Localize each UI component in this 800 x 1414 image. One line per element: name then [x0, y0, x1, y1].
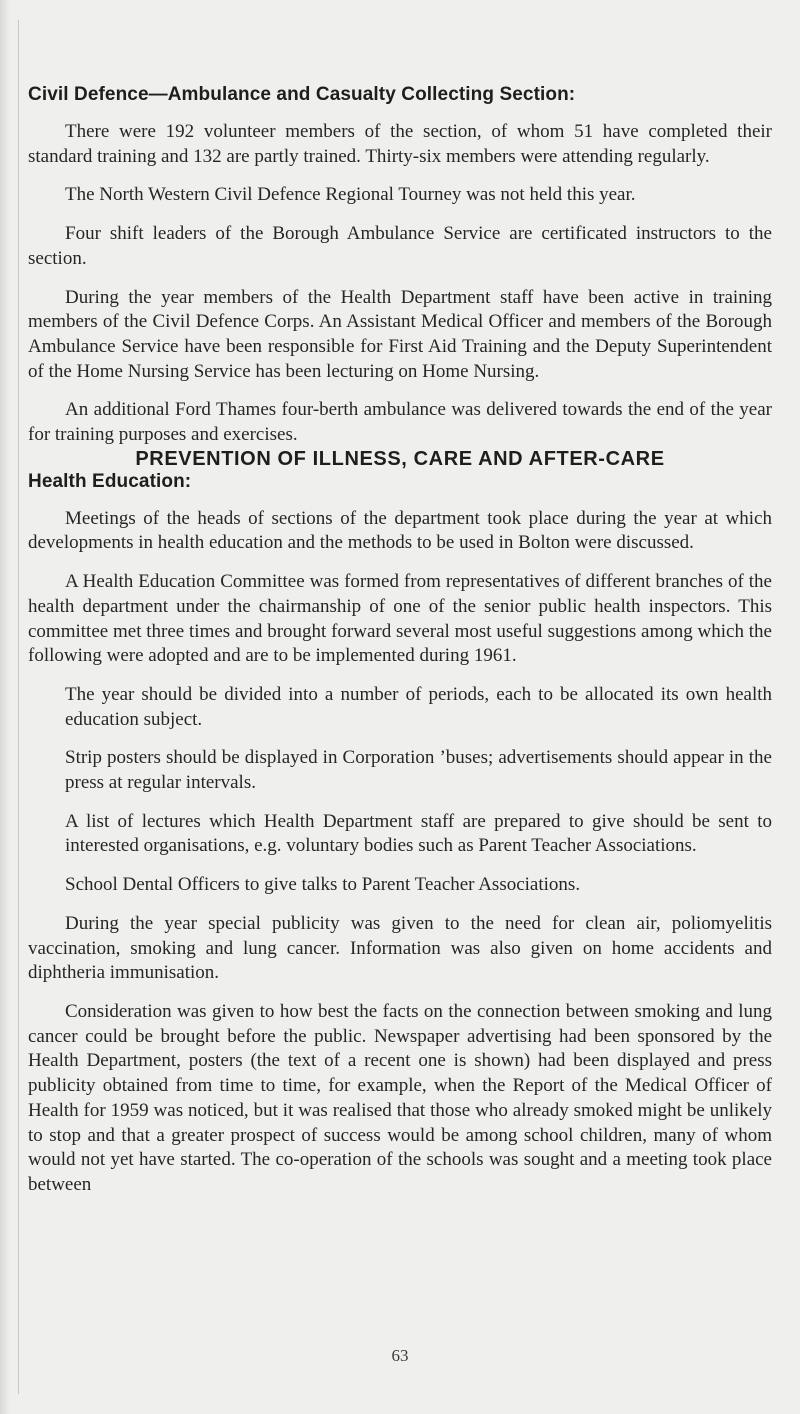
prevention-main-heading: PREVENTION OF ILLNESS, CARE AND AFTER-CARE — [135, 447, 665, 470]
civil-defence-paragraph: The North Western Civil Defence Regional Tourney was not held this year. — [65, 184, 636, 206]
health-education-paragraph: A Health Education Committee was formed from representatives of different branches of the health department under the chairmanship of one of the senior public health inspectors. This committee met three times and brought forward several most useful suggestions among which the following were adopted and are to be implemented during 1961. — [28, 571, 772, 667]
health-education-heading: Health Education: — [28, 470, 192, 492]
suggestion-item: A list of lectures which Health Department staff are prepared to give should be sent to interested organisations, e.g. voluntary bodies such as Parent Teacher Associations. — [65, 810, 772, 857]
civil-defence-paragraph: There were 192 volunteer members of the section, of whom 51 have completed their standard training and 132 are partly trained. Thirty-six members were attending regularly. — [28, 121, 772, 167]
page-binding-shadow — [0, 0, 10, 1414]
civil-defence-paragraph: Four shift leaders of the Borough Ambulance Service are certificated instructors to the section. — [28, 223, 772, 269]
suggestion-item: Strip posters should be displayed in Corporation ’buses; advertisements should appear in the press at regular intervals. — [65, 747, 772, 794]
civil-defence-paragraph: An additional Ford Thames four-berth ambulance was delivered towards the end of the year for training purposes and exercises. — [28, 399, 772, 446]
suggestion-item: The year should be divided into a number of periods, each to be allocated its own health education subject. — [65, 683, 772, 730]
binding-edge-line — [18, 20, 19, 1394]
health-education-paragraph: During the year special publicity was given to the need for clean air, poliomyelitis vaccination, smoking and lung cancer. Information was also given on home accidents and diphtheria immunisation. — [28, 912, 772, 984]
civil-defence-heading: Civil Defence—Ambulance and Casualty Collecting Section: — [28, 84, 576, 105]
document-page — [28, 84, 772, 1198]
health-education-paragraph: Meetings of the heads of sections of the department took place during the year at which developments in health education and the methods to be used in Bolton were discussed. — [28, 507, 772, 554]
suggestion-item: School Dental Officers to give talks to Parent Teacher Associations. — [65, 874, 581, 896]
health-education-paragraph: Consideration was given to how best the facts on the connection between smoking and lung cancer could be brought before the public. Newspaper advertising had been sponsored by the Health Department, posters (the text of a recent one is shown) had been displayed and press publicity obtained from time to time, for example, when the Report of the Medical Officer of Health for 1959 was noticed, but it was realised that those who already smoked might be unlikely to stop and that a greater prospect of success would be among school children, many of whom would not yet have started. The co-operation of the schools was sought and a meeting took place between — [28, 1000, 772, 1195]
adopted-suggestions-list — [28, 683, 772, 898]
page-number: 63 — [391, 1346, 409, 1365]
civil-defence-paragraph: During the year members of the Health Department staff have been active in training members of the Civil Defence Corps. An Assistant Medical Officer and members of the Borough Ambulance Service have been responsible for First Aid Training and the Deputy Superintendent of the Home Nursing Service has been lecturing on Home Nursing. — [28, 286, 772, 382]
